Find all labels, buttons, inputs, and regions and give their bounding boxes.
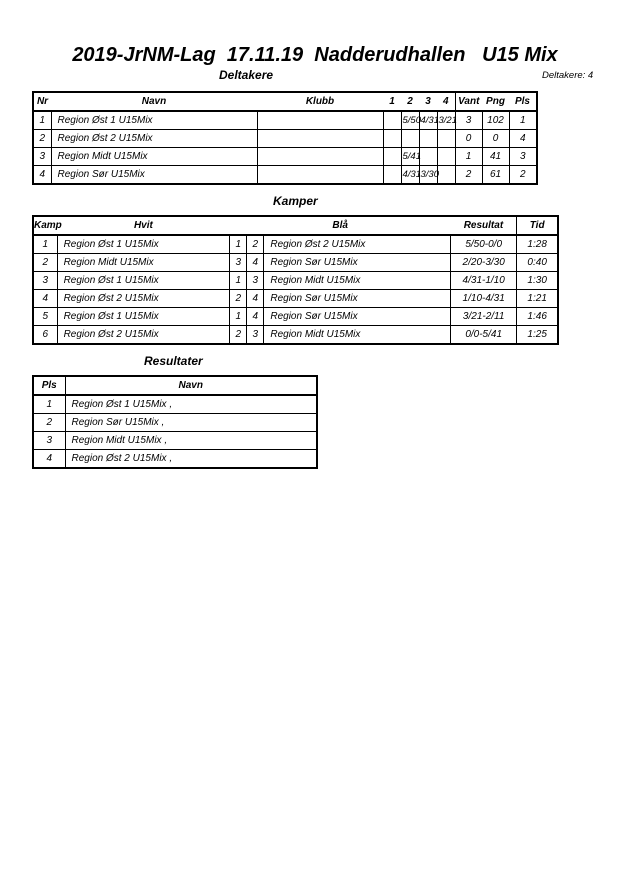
participants-header-row: [33, 92, 537, 111]
match-white-nr: 1: [230, 272, 247, 290]
col-pls: Pls: [509, 92, 537, 111]
col-round-2: 2: [401, 92, 419, 111]
match-blue-nr: 3: [247, 272, 264, 290]
match-time: 1:21: [517, 290, 558, 308]
participant-score-2: 5/50: [401, 111, 419, 130]
result-name: Region Øst 2 U15Mix ,: [65, 450, 317, 469]
result-name: Region Øst 1 U15Mix ,: [65, 395, 317, 414]
participant-vant: 0: [455, 130, 482, 148]
match-time: 1:46: [517, 308, 558, 326]
participant-score-3: [419, 130, 437, 148]
match-blue-nr: 4: [247, 254, 264, 272]
match-row: [33, 290, 558, 308]
match-white-nr: 2: [230, 326, 247, 345]
result-row: [33, 432, 317, 450]
match-time: 1:28: [517, 235, 558, 254]
participant-score-2: 5/41: [401, 148, 419, 166]
match-result: 4/31-1/10: [451, 272, 517, 290]
match-number: 6: [33, 326, 57, 345]
col-pls: Pls: [33, 376, 65, 395]
participant-row: [33, 111, 537, 130]
participant-row: [33, 166, 537, 185]
col-tid: Tid: [517, 216, 558, 235]
participant-score-3: 4/31: [419, 111, 437, 130]
result-place: 3: [33, 432, 65, 450]
participant-club: [257, 166, 383, 185]
col-vant: Vant: [455, 92, 482, 111]
match-white-nr: 1: [230, 308, 247, 326]
match-blue: Region Sør U15Mix: [264, 308, 451, 326]
match-time: 0:40: [517, 254, 558, 272]
match-white: Region Øst 1 U15Mix: [57, 308, 230, 326]
result-row: [33, 395, 317, 414]
match-result: 1/10-4/31: [451, 290, 517, 308]
match-white: Region Øst 1 U15Mix: [57, 235, 230, 254]
participants-count: Deltakere: 4: [542, 70, 594, 81]
participant-nr: 3: [33, 148, 51, 166]
results-header-row: [33, 376, 317, 395]
match-blue-nr: 2: [247, 235, 264, 254]
col-round-1: 1: [383, 92, 401, 111]
match-blue: Region Øst 2 U15Mix: [264, 235, 451, 254]
match-blue: Region Sør U15Mix: [264, 290, 451, 308]
result-place: 4: [33, 450, 65, 469]
match-white: Region Øst 2 U15Mix: [57, 326, 230, 345]
match-white-nr: 3: [230, 254, 247, 272]
participant-score-3: [419, 148, 437, 166]
match-result: 2/20-3/30: [451, 254, 517, 272]
participant-name: Region Øst 2 U15Mix: [51, 130, 257, 148]
participant-score-4: 3/21: [437, 111, 455, 130]
participant-score-1: [383, 148, 401, 166]
participant-png: 61: [482, 166, 509, 185]
participant-nr: 4: [33, 166, 51, 185]
result-place: 1: [33, 395, 65, 414]
col-nr: Nr: [33, 92, 51, 111]
match-time: 1:25: [517, 326, 558, 345]
match-row: [33, 235, 558, 254]
col-png: Png: [482, 92, 509, 111]
match-blue: Region Midt U15Mix: [264, 326, 451, 345]
participants-table: [32, 91, 538, 185]
match-result: 5/50-0/0: [451, 235, 517, 254]
match-row: [33, 254, 558, 272]
participant-name: Region Øst 1 U15Mix: [51, 111, 257, 130]
col-round-3: 3: [419, 92, 437, 111]
participant-score-1: [383, 111, 401, 130]
participant-score-4: [437, 130, 455, 148]
participant-pls: 2: [509, 166, 537, 185]
matches-table: [32, 215, 559, 345]
participant-score-2: 4/31: [401, 166, 419, 185]
participant-score-4: [437, 148, 455, 166]
participant-nr: 1: [33, 111, 51, 130]
result-name: Region Midt U15Mix ,: [65, 432, 317, 450]
match-blue: Region Midt U15Mix: [264, 272, 451, 290]
match-white: Region Øst 2 U15Mix: [57, 290, 230, 308]
match-number: 5: [33, 308, 57, 326]
col-hvit: Hvit: [57, 216, 230, 235]
participant-vant: 1: [455, 148, 482, 166]
participant-score-4: [437, 166, 455, 185]
participant-pls: 3: [509, 148, 537, 166]
page-title: 2019-JrNM-Lag 17.11.19 Nadderudhallen U15 Mix: [72, 44, 558, 66]
participant-png: 102: [482, 111, 509, 130]
result-row: [33, 450, 317, 469]
match-row: [33, 272, 558, 290]
participant-club: [257, 148, 383, 166]
col-navn: Navn: [51, 92, 257, 111]
participant-row: [33, 148, 537, 166]
match-result: 0/0-5/41: [451, 326, 517, 345]
col-round-4: 4: [437, 92, 455, 111]
match-number: 3: [33, 272, 57, 290]
participant-name: Region Sør U15Mix: [51, 166, 257, 185]
match-blue-nr: 3: [247, 326, 264, 345]
match-white-nr: 1: [230, 235, 247, 254]
match-time: 1:30: [517, 272, 558, 290]
participants-heading: Deltakere: [219, 68, 274, 82]
participant-png: 41: [482, 148, 509, 166]
participant-score-3: 3/30: [419, 166, 437, 185]
participant-vant: 2: [455, 166, 482, 185]
col-resultat: Resultat: [451, 216, 517, 235]
match-number: 2: [33, 254, 57, 272]
match-row: [33, 308, 558, 326]
participant-club: [257, 111, 383, 130]
match-blue-nr: 4: [247, 290, 264, 308]
match-white: Region Midt U15Mix: [57, 254, 230, 272]
participant-score-2: [401, 130, 419, 148]
participant-pls: 1: [509, 111, 537, 130]
participant-row: [33, 130, 537, 148]
results-table: [32, 375, 318, 469]
result-place: 2: [33, 414, 65, 432]
col-bla: Blå: [230, 216, 451, 235]
participant-score-1: [383, 166, 401, 185]
participant-pls: 4: [509, 130, 537, 148]
participant-vant: 3: [455, 111, 482, 130]
match-result: 3/21-2/11: [451, 308, 517, 326]
participant-png: 0: [482, 130, 509, 148]
match-number: 4: [33, 290, 57, 308]
results-heading: Resultater: [144, 354, 203, 368]
match-white-nr: 2: [230, 290, 247, 308]
participant-name: Region Midt U15Mix: [51, 148, 257, 166]
result-name: Region Sør U15Mix ,: [65, 414, 317, 432]
match-white: Region Øst 1 U15Mix: [57, 272, 230, 290]
participant-score-1: [383, 130, 401, 148]
col-klubb: Klubb: [257, 92, 383, 111]
match-row: [33, 326, 558, 345]
matches-heading: Kamper: [273, 194, 318, 208]
match-blue-nr: 4: [247, 308, 264, 326]
match-number: 1: [33, 235, 57, 254]
result-row: [33, 414, 317, 432]
col-navn: Navn: [65, 376, 317, 395]
matches-header-row: [33, 216, 558, 235]
match-blue: Region Sør U15Mix: [264, 254, 451, 272]
col-kamp: Kamp: [33, 216, 57, 235]
participant-club: [257, 130, 383, 148]
participant-nr: 2: [33, 130, 51, 148]
